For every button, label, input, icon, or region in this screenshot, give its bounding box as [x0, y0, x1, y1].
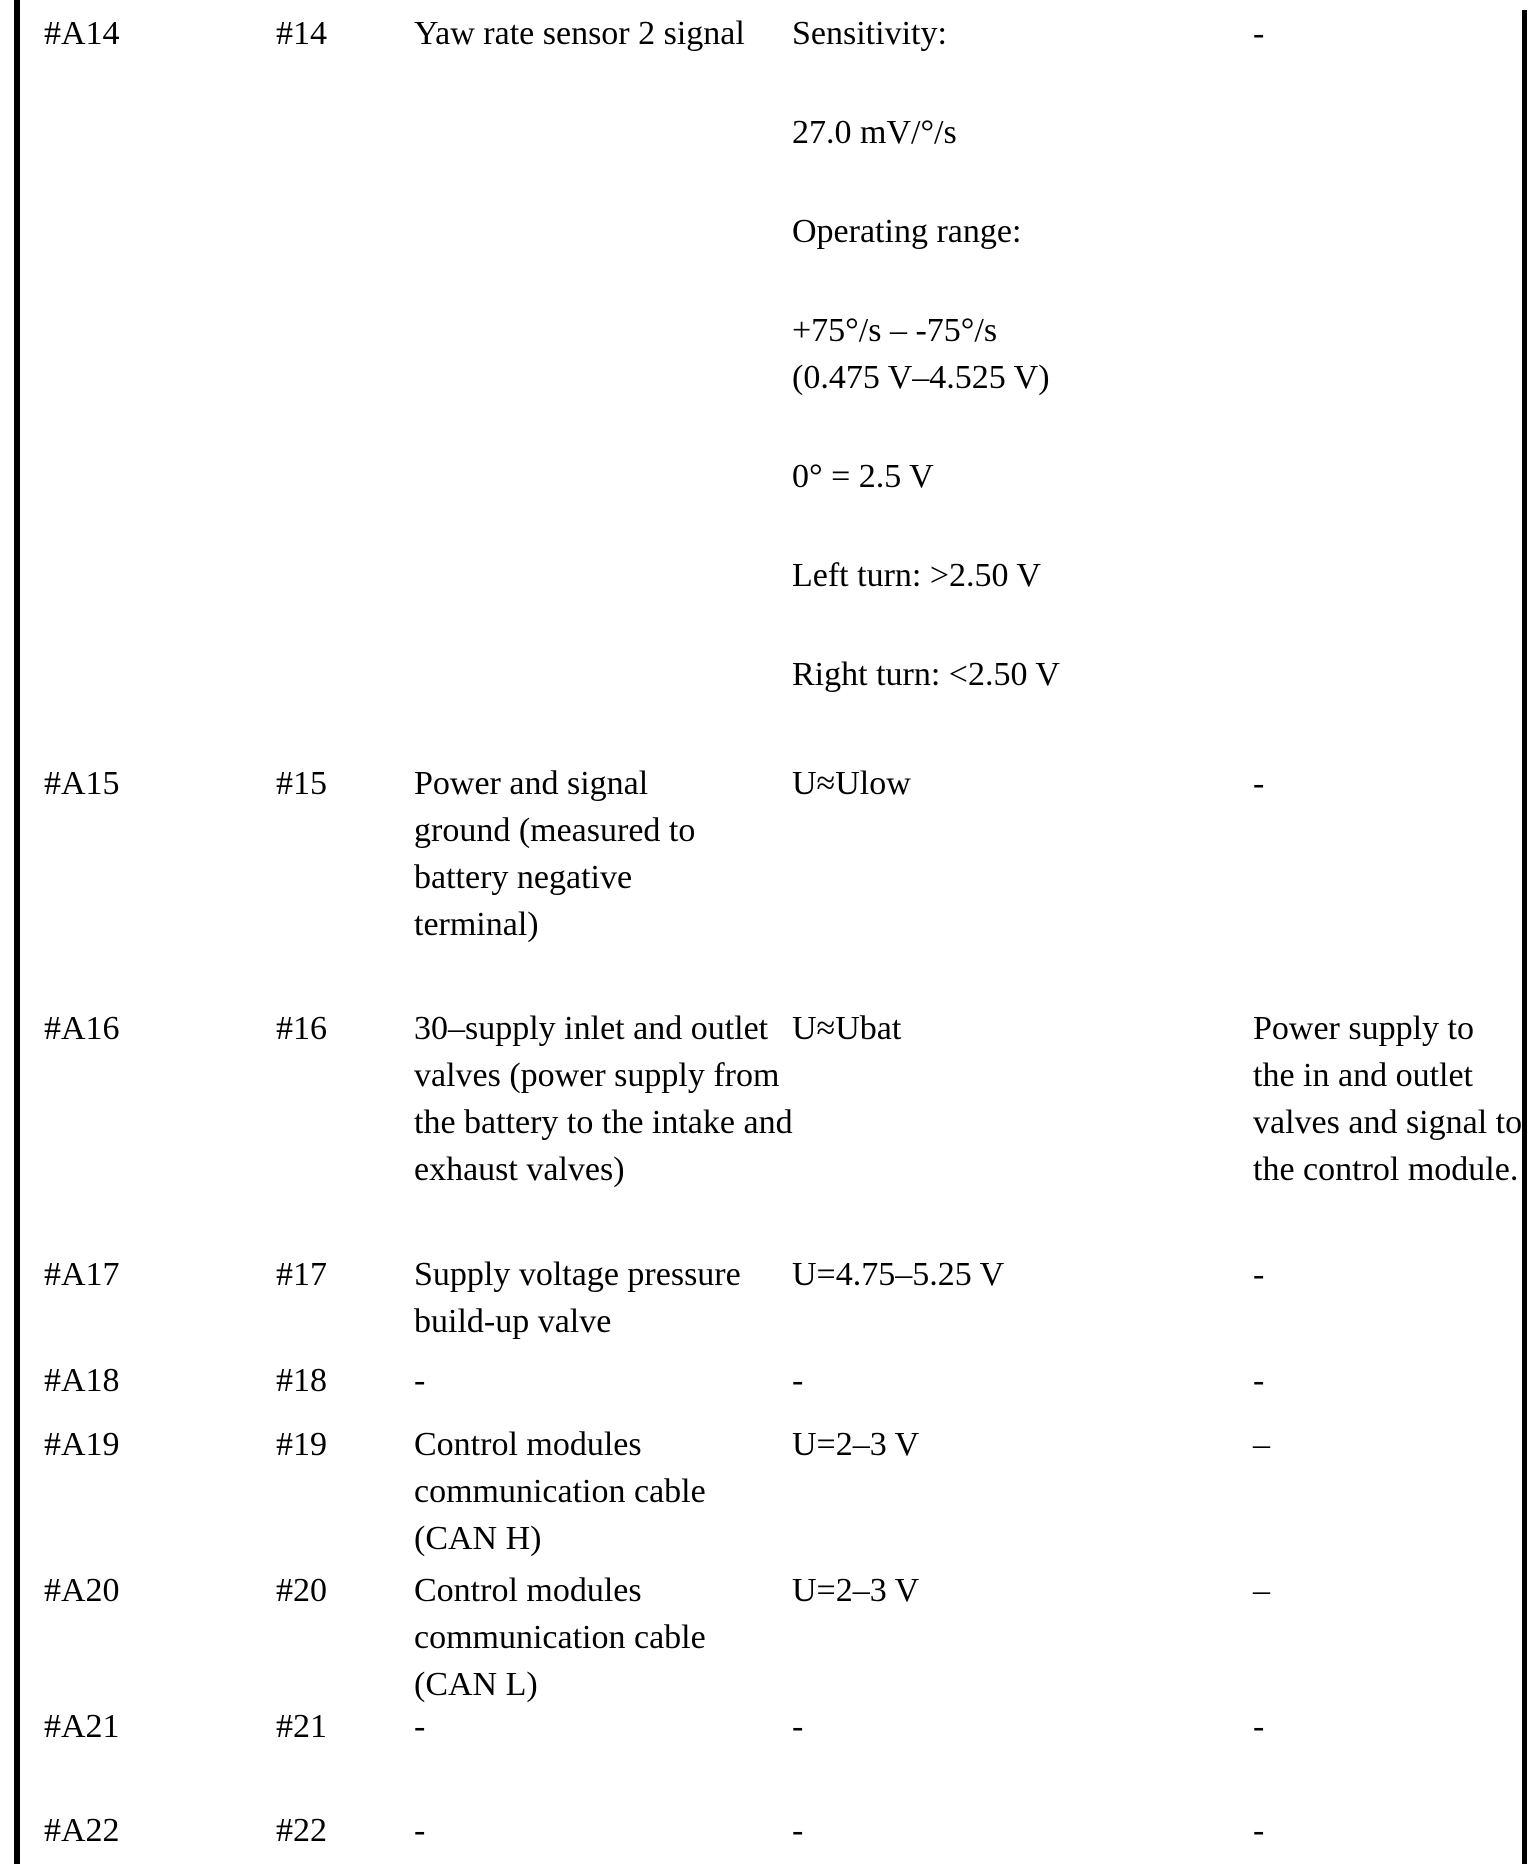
note-cell: Power supply to the in and outlet valves and signal to the control module.	[1253, 1010, 1523, 1188]
function-cell: Supply voltage pressure build-up valve	[414, 1256, 741, 1340]
value-cell: U=2–3 V	[792, 1572, 920, 1609]
value-line: Left turn: >2.50 V	[792, 557, 1041, 594]
function-cell: Power and signal ground (measured to battery negative terminal)	[414, 765, 696, 943]
value-line: 0° = 2.5 V	[792, 458, 934, 495]
function-cell	[414, 10, 794, 57]
pin-id-cell: #A22	[44, 1812, 120, 1849]
note-cell: -	[1253, 1362, 1265, 1399]
value-line: Operating range:	[792, 213, 1022, 250]
function-cell: -	[414, 1812, 426, 1849]
note-cell: -	[1253, 1812, 1265, 1849]
value-line: Sensitivity:	[792, 15, 947, 52]
left-border-rule	[14, 0, 20, 1864]
function-cell: 30–supply inlet and outlet valves (power supply from the battery to the intake and exhaust valves)	[414, 1010, 793, 1188]
note-cell: -	[1253, 1256, 1265, 1293]
function-cell: -	[414, 1362, 426, 1399]
function-cell: -	[414, 1708, 426, 1745]
note-cell: –	[1253, 1572, 1270, 1609]
value-cell: -	[792, 1362, 804, 1399]
pin-number-cell: #19	[276, 1426, 327, 1463]
value-cell	[792, 10, 1232, 698]
pin-number-cell: #22	[276, 1812, 327, 1849]
value-cell: U=2–3 V	[792, 1426, 920, 1463]
pin-number-cell: #16	[276, 1010, 327, 1047]
value-line: +75°/s – -75°/s (0.475 V–4.525 V)	[792, 312, 1050, 396]
note-cell: -	[1253, 765, 1265, 802]
function-text: Yaw rate sensor 2 signal	[414, 15, 745, 52]
pin-id-cell: #A14	[44, 15, 120, 52]
pin-id-cell: #A18	[44, 1362, 120, 1399]
value-cell: U=4.75–5.25 V	[792, 1256, 1005, 1293]
function-cell: Control modules communication cable (CAN H)	[414, 1426, 706, 1557]
pin-id-cell: #A16	[44, 1010, 120, 1047]
value-cell: U≈Ubat	[792, 1010, 902, 1047]
note-cell: -	[1253, 15, 1265, 52]
value-line: Right turn: <2.50 V	[792, 656, 1060, 693]
pin-id-cell: #A15	[44, 765, 120, 802]
value-cell: U≈Ulow	[792, 765, 911, 802]
pin-id-cell: #A17	[44, 1256, 120, 1293]
note-cell: –	[1253, 1426, 1270, 1463]
value-cell: -	[792, 1708, 804, 1745]
value-cell: -	[792, 1812, 804, 1849]
pin-number-cell: #21	[276, 1708, 327, 1745]
pin-number-cell: #15	[276, 765, 327, 802]
note-cell: -	[1253, 1708, 1265, 1745]
pin-id-cell: #A21	[44, 1708, 120, 1745]
pin-number-cell: #20	[276, 1572, 327, 1609]
pin-id-cell: #A19	[44, 1426, 120, 1463]
pin-id-cell: #A20	[44, 1572, 120, 1609]
pin-number-cell: #18	[276, 1362, 327, 1399]
pin-number-cell: #14	[276, 15, 327, 52]
pin-number-cell: #17	[276, 1256, 327, 1293]
function-cell: Control modules communication cable (CAN L)	[414, 1572, 706, 1703]
value-line: 27.0 mV/°/s	[792, 114, 957, 151]
